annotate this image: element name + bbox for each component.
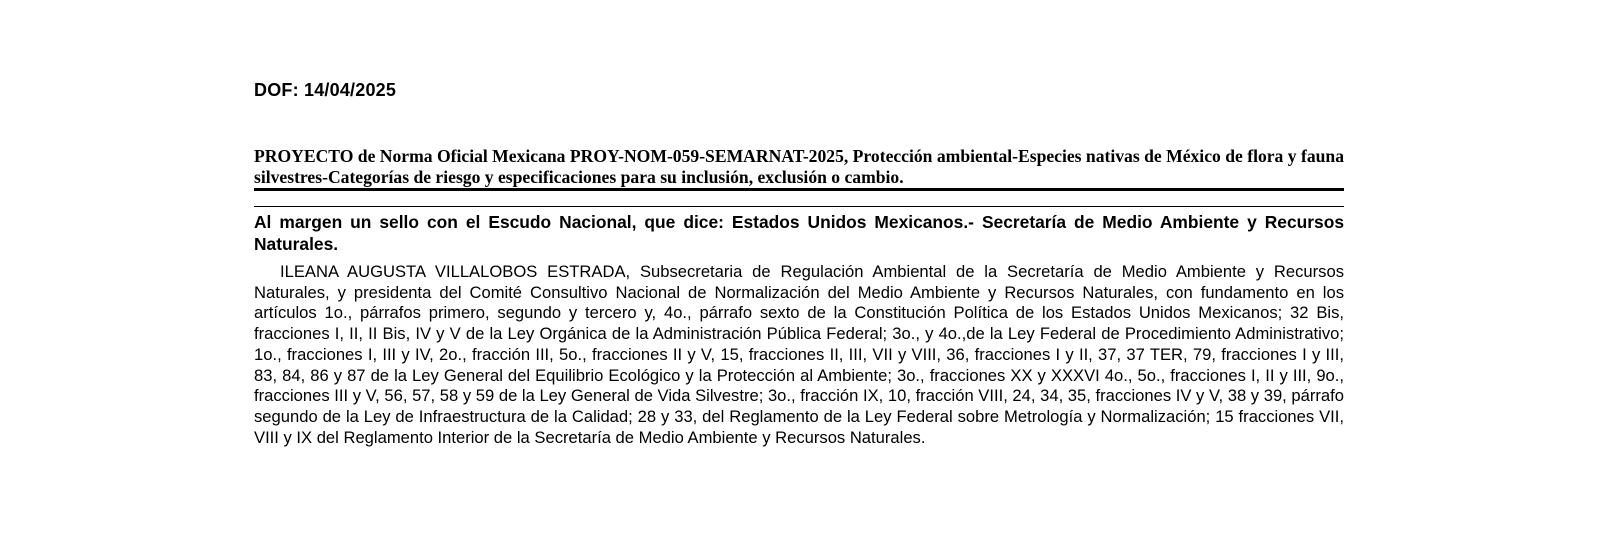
title-divider-thick — [254, 188, 1344, 191]
title-divider-thin — [254, 206, 1344, 207]
margin-seal-note: Al margen un sello con el Escudo Nacional, que dice: Estados Unidos Mexicanos.- Secretaría de Medio Ambiente y Recursos Naturales. — [254, 212, 1344, 254]
dof-date-heading: DOF: 14/04/2025 — [254, 80, 397, 100]
document-title: PROYECTO de Norma Oficial Mexicana PROY-NOM-059-SEMARNAT-2025, Protección ambiental-Especies nativas de México de flora y fauna silvestres-Categorías de riesgo y especificaciones para su inclusión, exclusión o cambio. — [254, 146, 1344, 187]
body-paragraph: ILEANA AUGUSTA VILLALOBOS ESTRADA, Subsecretaria de Regulación Ambiental de la Secretaría de Medio Ambiente y Recursos Naturales, y presidenta del Comité Consultivo Nacional de Normalización del Medio Ambiente y Recursos Naturales, con fundamento en los artículos 1o., párrafos primero, segundo y tercero y, 4o., párrafo sexto de la Constitución Política de los Estados Unidos Mexicanos; 32 Bis, fracciones I, II, II Bis, IV y V de la Ley Orgánica de la Administración Pública Federal; 3o., y 4o.,de la Ley Federal de Procedimiento Administrativo; 1o., fracciones I, III y IV, 2o., fracción III, 5o., fracciones II y V, 15, fracciones II, III, VII y VIII, 36, fracciones I y II, 37, 37 TER, 79, fracciones I y III, 83, 84, 86 y 87 de la Ley General del Equilibrio Ecológico y la Protección al Ambiente; 3o., fracciones XX y XXXVI 4o., 5o., fracciones I, II y III, 9o., fracciones III y V, 56, 57, 58 y 59 de la Ley General de Vida Silvestre; 3o., fracción IX, 10, fracción VIII, 24, 34, 35, fracciones IV y V, 38 y 39, párrafo segundo de la Ley de Infraestructura de la Calidad; 28 y 33, del Reglamento de la Ley Federal sobre Metrología y Normalización; 15 fracciones VII, VIII y IX del Reglamento Interior de la Secretaría de Medio Ambiente y Recursos Naturales. — [254, 262, 1344, 447]
